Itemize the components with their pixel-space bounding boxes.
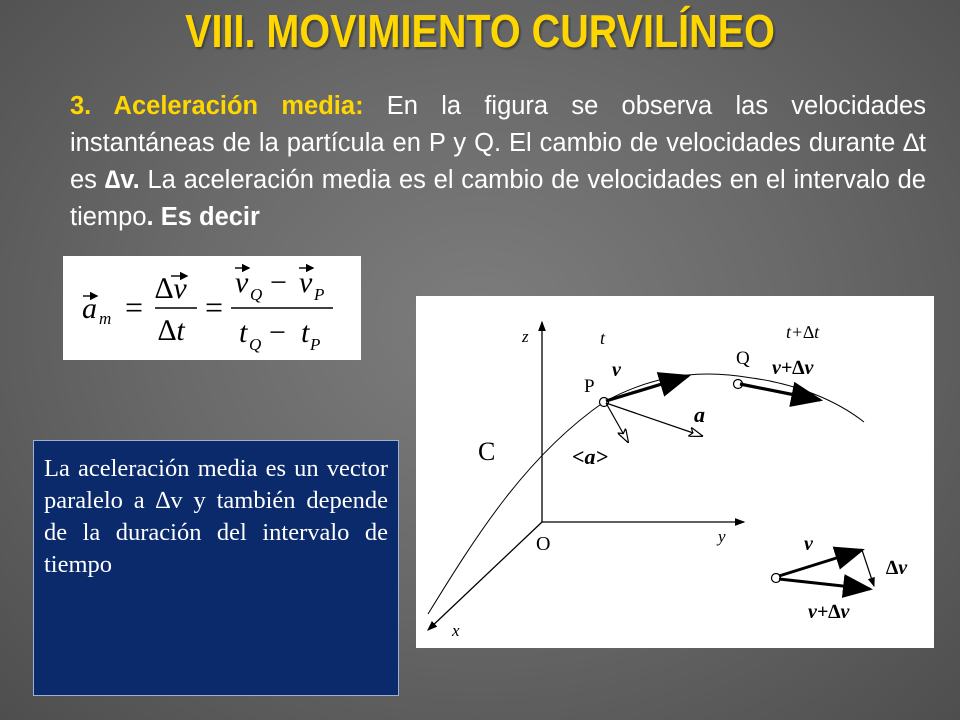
triangle-v-label: v	[804, 533, 813, 555]
formula-num-1: ∆v	[155, 272, 187, 305]
triangle-v-dv-label: v+∆v	[808, 601, 850, 623]
point-p-label: P	[584, 376, 595, 397]
triangle-dv-label: ∆v	[886, 557, 908, 579]
note-text: La aceleración media es un vector paralelo a ∆v y también depende de la duración del intervalo de tiempo	[44, 455, 388, 578]
point-q-label: Q	[736, 348, 750, 369]
triangle-v-dv-arrow	[779, 579, 870, 589]
formula-den-1: ∆t	[158, 314, 185, 347]
triangle-v-arrow	[779, 550, 862, 576]
delta-v-symbol: ∆v.	[104, 166, 140, 194]
formula-num-2a-sub: Q	[250, 285, 263, 304]
slide-title: VIII. MOVIMIENTO CURVILÍNEO	[185, 5, 775, 57]
origin-label: O	[536, 533, 551, 555]
formula-eq-2: =	[205, 289, 224, 325]
curve-label: C	[478, 437, 496, 466]
paragraph-text-3: La aceleración media es el cambio de velocidades en el intervalo de tiempo	[70, 166, 926, 231]
body-paragraph	[70, 88, 926, 236]
section-lead: 3. Aceleración media:	[70, 92, 364, 120]
formula-den-minus: −	[269, 316, 286, 349]
formula-num-minus: −	[270, 266, 287, 299]
formula-num-2b-sub: P	[314, 285, 325, 304]
formula-den-2b-sub: P	[310, 335, 321, 354]
acceleration-arrow	[606, 403, 702, 436]
formula-svg	[63, 256, 361, 360]
note-box	[33, 440, 399, 696]
formula-num-2b: v	[299, 266, 313, 299]
average-acceleration-label: <a>	[572, 444, 609, 469]
time-t-dt-label: t+∆t	[786, 322, 820, 342]
formula-box	[63, 256, 361, 360]
acceleration-label: a	[694, 402, 705, 427]
y-axis-label: y	[718, 527, 726, 546]
x-axis	[428, 522, 542, 630]
formula-lhs-sub: m	[99, 309, 112, 328]
velocity-p-label: v	[612, 359, 621, 381]
triangle-dv-arrow	[862, 550, 874, 586]
paragraph-text-4: . Es decir	[146, 203, 260, 231]
figure-svg	[416, 296, 934, 648]
formula-num-2a: v	[235, 266, 249, 299]
z-axis-label: z	[522, 327, 529, 346]
trajectory-curve	[428, 374, 864, 614]
delta-t-symbol: ∆t	[903, 129, 926, 157]
formula-den-2b: t	[301, 316, 310, 349]
paragraph-text-2: es	[70, 166, 105, 194]
formula-den-2a-sub: Q	[249, 335, 262, 354]
formula-lhs: a	[82, 292, 97, 325]
time-t-label: t	[600, 328, 606, 348]
formula-eq-1: =	[125, 289, 144, 325]
velocity-q-label: v+∆v	[772, 357, 814, 379]
paragraph-text-1: En la figura se observa las velocidades instantáneas de la partícula en P y Q. El cambio de velocidades durante	[70, 92, 926, 157]
x-axis-label: x	[452, 621, 460, 640]
formula-den-2a: t	[239, 316, 248, 349]
kinematics-figure	[416, 296, 934, 648]
